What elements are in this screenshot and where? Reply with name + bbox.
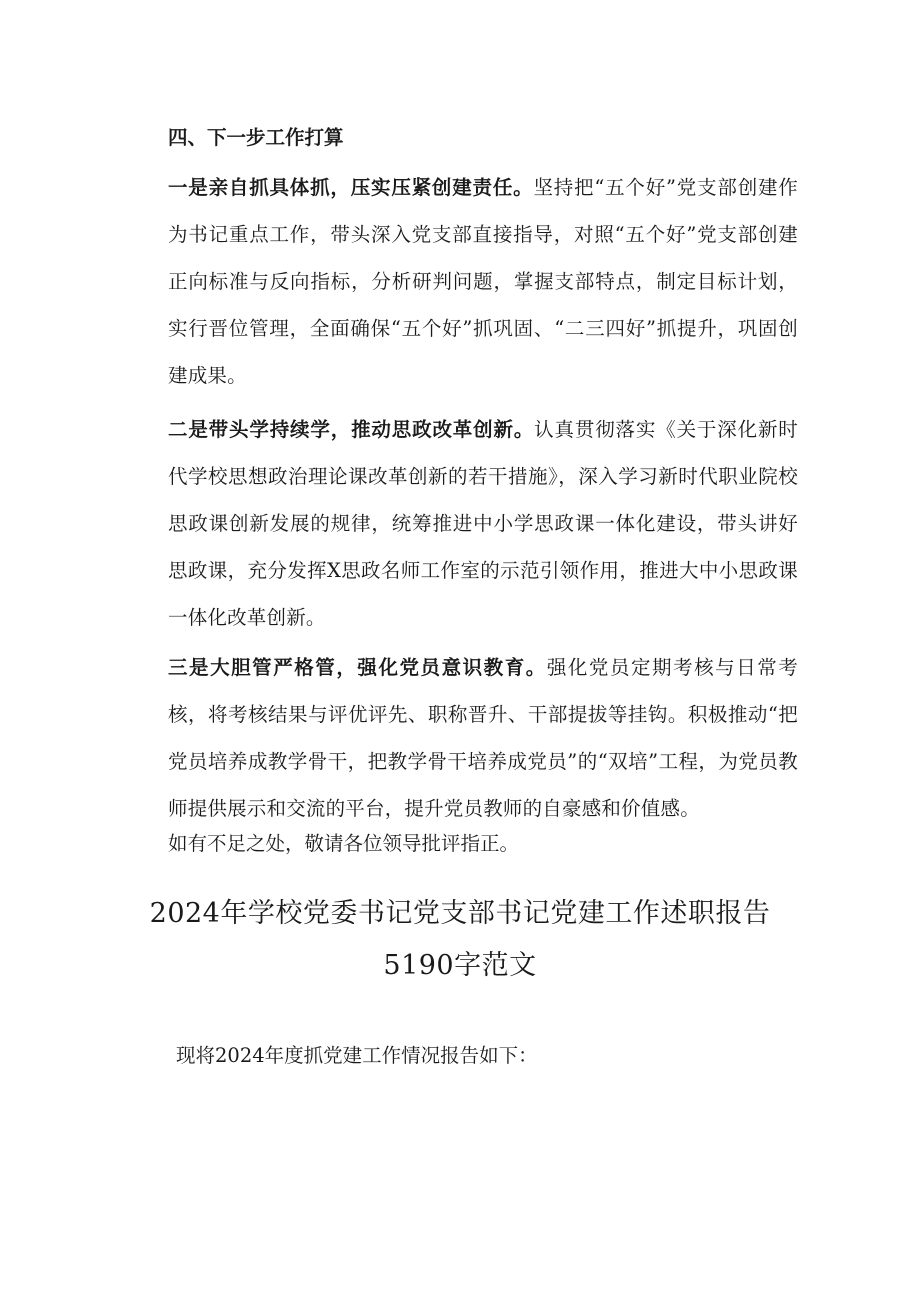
paragraph-2-lead: 二是带头学持续学，推动思政改革创新。 [168, 418, 535, 441]
document-title-line-1: 2024年学校党委书记党支部书记党建工作述职报告 [149, 898, 771, 929]
section-heading: 四、下一步工作打算 [168, 126, 344, 149]
paragraph-3 [168, 644, 798, 832]
paragraph-3-lead: 三是大胆管严格管，强化党员意识教育。 [168, 656, 547, 679]
paragraph-3-body: 强化党员定期考核与日常考核，将考核结果与评优评先、职称晋升、干部提拔等挂钩。积极推动“把党员培养成教学骨干，把教学骨干培养成党员”的“双培”工程，为党员教师提供展示和交流的平台，提升党员教师的自豪感和价值感。 [168, 656, 798, 820]
document-title [60, 888, 860, 992]
paragraph-1-body: 坚持把“五个好”党支部创建作为书记重点工作，带头深入党支部直接指导，对照“五个好”党支部创建正向标准与反向指标，分析研判问题，掌握支部特点，制定目标计划，实行晋位管理，全面确保“五个好”抓巩固、“二三四好”抓提升，巩固创建成果。 [168, 176, 798, 387]
paragraph-2 [168, 406, 798, 641]
paragraph-1 [168, 164, 798, 399]
document-title-line-2: 5190字范文 [383, 950, 537, 981]
paragraph-2-body: 认真贯彻落实《关于深化新时代学校思想政治理论课改革创新的若干措施》，深入学习新时代职业院校思政课创新发展的规律，统筹推进中小学思政课一体化建设，带头讲好思政课，充分发挥X思政名师工作室的示范引领作用，推进大中小思政课一体化改革创新。 [168, 418, 798, 629]
intro-line: 现将2024年度抓党建工作情况报告如下： [176, 1044, 538, 1067]
closing-line: 如有不足之处，敬请各位领导批评指正。 [168, 832, 520, 855]
paragraph-1-lead: 一是亲自抓具体抓，压实压紧创建责任。 [168, 176, 534, 199]
